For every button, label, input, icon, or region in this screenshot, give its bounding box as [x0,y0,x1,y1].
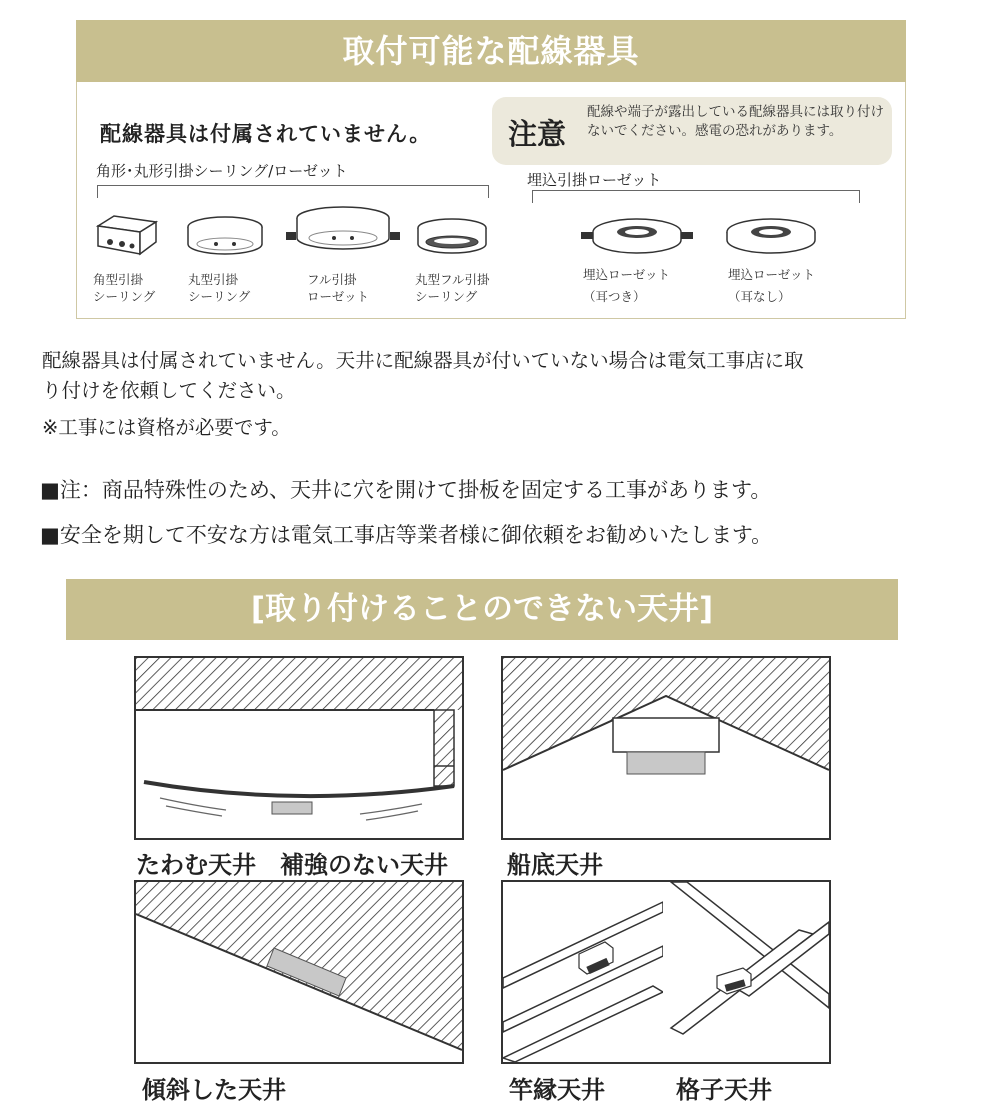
group-label-embedded-rosette: 埋込引掛ローゼット [527,171,662,189]
caption-slanted-ceiling: 傾斜した天井 [142,1076,286,1104]
fixture-label-square-ceiling: 角型引掛 シーリング [93,272,156,304]
info-line-3: ※工事には資格が必要です。 [42,416,291,439]
square-ceiling-icon [92,212,162,260]
round-ceiling-icon [184,214,266,260]
group-bracket-2 [532,190,860,203]
embedded-rosette-earless-icon [722,210,820,260]
fixture-label-round-ceiling: 丸型引掛 シーリング [188,272,251,304]
slanted-ceiling-figure [134,880,464,1064]
caution-title: 注意 [508,117,567,151]
not-included-heading: 配線器具は付属されていません。 [100,122,432,146]
fixture-label-full-rosette: フル引掛 ローゼット [307,272,370,304]
fixture-label-embedded-eared: 埋込ローゼット （耳つき） [583,267,671,304]
caption-rod-edge-ceiling: 竿縁天井 [509,1076,605,1104]
caption-lattice-ceiling: 格子天井 [676,1076,772,1104]
group-label-ceiling-rosette: 角形･丸形引掛シーリング/ローゼット [96,162,348,180]
fixture-label-embedded-earless: 埋込ローゼット （耳なし） [728,267,816,304]
sagging-ceiling-figure [134,656,464,840]
caution-text: 配線や端子が露出している配線器具には取り付けないでください。感電の恐れがあります。 [587,104,884,139]
caption-boat-bottom-ceiling: 船底天井 [507,851,603,879]
caption-sagging-ceiling: たわむ天井 補強のない天井 [136,851,448,879]
group-bracket-1 [97,185,489,198]
info-line-1: 配線器具は付属されていません。天井に配線器具が付いていない場合は電気工事店に取 [42,349,804,372]
section-title-compatible-fixtures: 取付可能な配線器具 [76,20,906,82]
round-full-ceiling-icon [414,216,490,260]
rod-lattice-ceiling-figure [501,880,831,1064]
note-special-installation: ■注：商品特殊性のため、天井に穴を開けて掛板を固定する工事があります。 [40,478,772,502]
full-rosette-icon [284,204,402,260]
info-line-2: り付けを依頼してください。 [42,379,296,402]
note-safety-recommendation: ■安全を期して不安な方は電気工事店等業者様に御依頼をお勧めいたします。 [40,523,773,547]
boat-bottom-ceiling-figure [501,656,831,840]
fixture-label-round-full-ceiling: 丸型フル引掛 シーリング [415,272,490,304]
section-title-unsuitable-ceilings: [取り付けることのできない天井] [66,579,898,640]
embedded-rosette-eared-icon [578,210,696,260]
